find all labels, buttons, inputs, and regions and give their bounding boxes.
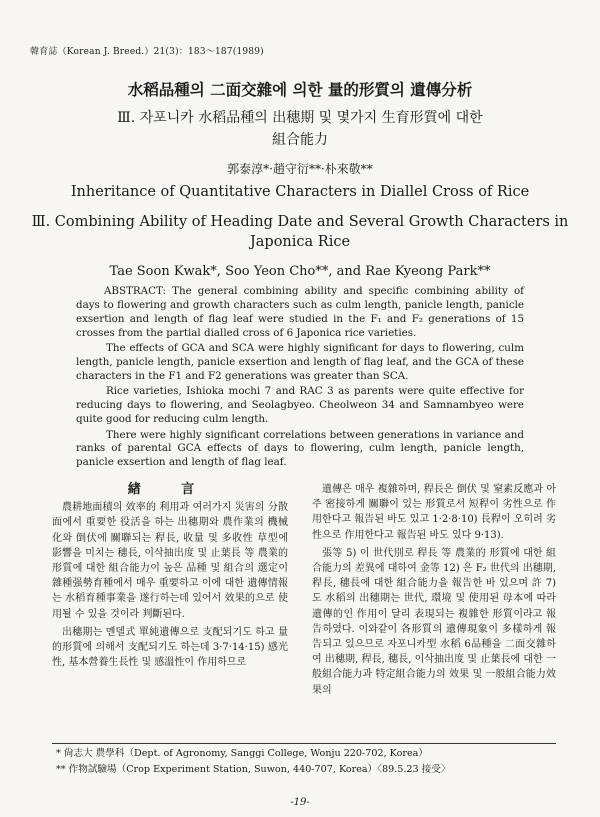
abstract-paragraph-1 [76,285,524,341]
left-paragraph-1: 農耕地面積의 效率的 利用과 여러가지 災害의 分散面에서 重要한 役活을 하는 出穗期와 農作業의 機械化와 倒伏에 關聯되는 稈長, 收量 및 多收性 草型에 影響을 미치는 穗長, 이삭抽出度 및 止葉長 等 農業的 形質에 대한 組合能力이 높은 品種 및 組合의 選定이 雜種强勢育種에서 매우 重要하고 이에 대한 遺傳情報는 水稻育種事業을 遂行하는데 있어서 效果的으로 使用될 수 있을 것이라 判斷된다. [52,502,288,620]
footnote-divider [52,743,556,744]
korean-authors: 郭泰淳*·趙守衍**·朴來敬** [227,162,373,176]
footnotes [56,746,450,777]
running-head: 韓育誌（Korean J. Breed.）21(3)：183～187(1989) [30,47,264,57]
english-subtitle-line1: Ⅲ. Combining Ability of Heading Date and Several Growth Characters in [31,214,569,230]
page-number: -19- [290,797,310,808]
right-paragraph-1: 遺傳은 매우 複雜하며, 稈長은 倒伏 및 窒素反應과 아주 密接하게 關聯이 있는 形質로서 短稈이 劣性으로 作用한다고 報告된 바도 있고 1·2·8·10) 長稈이 오히려 劣性으로 作用한다고 報告된 바도 있다 9·13). [312,484,556,541]
left-paragraph-2: 出穗期는 멘델式 單純遺傳으로 支配되기도 하고 量的形質에 의해서 支配되기도 하는데 3·7·14·15) 感光性, 基本營養生長性 및 感溫性이 作用하므로 [52,626,288,669]
korean-title: 水稻品種의 二面交雜에 의한 量的形質의 遺傳分析 [127,80,473,99]
abstract-paragraph-3: Rice varieties, Ishioka mochi 7 and RAC 3 as parents were quite effective for reducing days to flowering, and Seolagbyeo. Cheolweon 34 and Samnambyeo were quite good for reducing culm length. [76,385,524,426]
right-paragraph-2: 張等 5) 이 世代別로 稈長 等 農業的 形質에 대한 組合能力의 差異에 대하여 金等 12) 은 F₂ 世代의 出穗期, 稈長, 穗長에 대한 組合能力을 報告한 바 있으며 許 7) 도 水稻의 出穗期는 世代, 環境 및 使用된 母本에 따라 遺傳的인 作用이 달리 表現되는 複雜한 形質이라고 報告하였다. 이와같이 各形質의 遺傳現象이 多樣하게 報告되고 있으므로 자포니카型 水稻 6品種을 二面交雜하여 出穗期, 稈長, 穗長, 이삭抽出度 및 止葉長에 대한 一般組合能力과 特定組合能力의 效果 및 一般組合能力效果의 [312,547,556,696]
abstract-paragraph-4: There were highly significant correlations between generations in variance and ranks of parental GCA effects of days to flowering, culm length, panicle length, panicle exsertion and length of flag leaf. [76,428,524,469]
left-column [52,482,288,673]
abstract-paragraph-2: The effects of GCA and SCA were highly significant for days to flowering, culm length, panicle length, panicle exsertion and length of flag leaf, and the GCA of these characters in the F1 and F2 generations was greater than SCA. [76,342,524,382]
abstract-text-1: : The general combining ability and specific combining ability of days to flowering and growth characters such as culm length, panicle length, panicle exsertion and length of flag leaf were studied in the F₁ and F₂ generations of 15 crosses from the partial dialled cross of 6 Japonica rice varieties. [76,285,524,339]
korean-subtitle-line1: Ⅲ. 자포니카 水稻品種의 出穗期 및 몇가지 生育形質에 대한 [117,110,483,126]
abstract [76,285,524,472]
english-title: Inheritance of Quantitative Characters in Diallel Cross of Rice [70,184,530,200]
korean-subtitle-line2: 組合能力 [272,132,328,148]
section-heading: 緖 言 [127,482,213,497]
abstract-label: ABSTRACT [104,285,163,297]
right-column [312,482,556,701]
footnote-affiliation-1: * 尙志大 農學科（Dept. of Agronomy, Sanggi College, Wonju 220-702, Korea） [56,748,428,759]
english-subtitle-line2: Japonica Rice [249,234,351,250]
english-authors: Tae Soon Kwak*, Soo Yeon Cho**, and Rae Kyeong Park** [109,264,491,279]
footnote-affiliation-2: ** 作物試驗場（Crop Experiment Station, Suwon, 440-707, Korea）〈89.5.23 接受〉 [56,763,451,775]
